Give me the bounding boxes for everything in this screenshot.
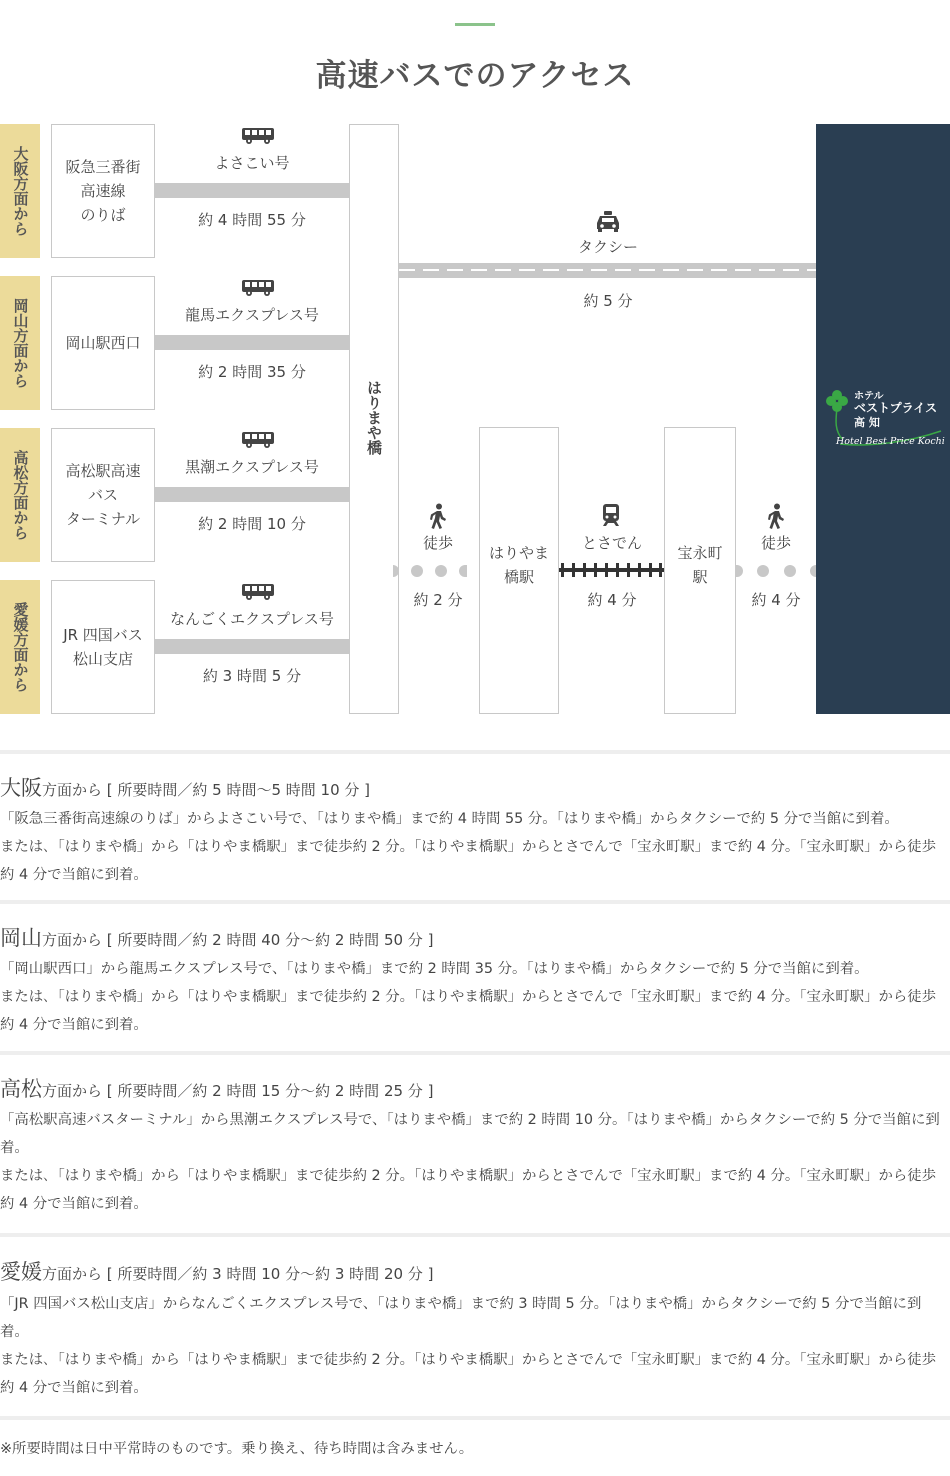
hub-harimayabashi (349, 124, 399, 714)
bus-icon (241, 127, 275, 145)
hotel-logo-script: Hotel Best Price Kochi (836, 436, 945, 447)
walk2-path (736, 564, 816, 578)
origin-line: JR 四国バス (63, 626, 143, 644)
tram-rail (559, 563, 664, 577)
walk1-path (393, 564, 467, 578)
section-paragraph: 「JR 四国バス松山支店」からなんごくエクスプレス号で、「はりまや橋」まで約 3 時間 5 分。「はりまや橋」からタクシーで約 5 分で当館に到着。 (0, 1296, 922, 1340)
origin-line: バス (87, 486, 118, 504)
bus-icon (241, 583, 275, 601)
walk1-time: 約 2 分 (413, 591, 463, 609)
origin-line: 高速線 (80, 182, 126, 200)
section-paragraph: または､「はりまや橋」から「はりやま橋駅」まで徒歩約 2 分。「はりやま橋駅」からとさでんで「宝永町駅」まで約 4 分。「宝永町駅」から徒歩約 4 分で当館に到着。 (0, 989, 937, 1033)
station-hoeicho (664, 427, 736, 714)
origin-stop (51, 124, 155, 258)
origin-stop (51, 276, 155, 410)
section-paragraph: 「阪急三番街高速線のりば」からよさこい号で､「はりまや橋」まで約 4 時間 55 分。「はりまや橋」からタクシーで約 5 分で当館に到着。 (0, 811, 899, 827)
bus-name: なんごくエクスプレス号 (170, 610, 334, 628)
section-separator (0, 1416, 950, 1420)
bus-icon (241, 279, 275, 297)
section-paragraph: または､「はりまや橋」から「はりやま橋駅」まで徒歩約 2 分。「はりやま橋駅」からとさでんで「宝永町駅」まで約 4 分。「宝永町駅」から徒歩約 4 分で当館に到着。 (0, 1352, 937, 1396)
section-suffix: 方面から (42, 781, 107, 799)
bus-segment (155, 276, 349, 410)
hub-label: はりまや橋 (365, 380, 383, 455)
section-heading (0, 772, 950, 802)
section-suffix: 方面から (42, 1265, 107, 1283)
bus-line (155, 487, 349, 502)
footnote: ※所要時間は日中平常時のものです。乗り換え、待ち時間は含みません。 (0, 1441, 474, 1457)
walk2-time: 約 4 分 (751, 591, 801, 609)
section-duration: [ 所要時間／約 2 時間 15 分〜約 2 時間 25 分 ] (106, 1082, 434, 1100)
bus-name: よさこい号 (214, 154, 290, 172)
origin-line: 高松駅高速 (65, 462, 141, 480)
section-heading (0, 1073, 950, 1103)
section-body (0, 955, 950, 1039)
taxi-label: タクシー (577, 238, 638, 256)
bus-segment (155, 580, 349, 714)
bus-name: 黒潮エクスプレス号 (185, 458, 319, 476)
origin-stop (51, 428, 155, 562)
region-tag: 大阪方面から (0, 124, 40, 258)
section-heading (0, 922, 950, 952)
section-region: 愛媛 (0, 1260, 42, 1284)
station2-line1: 宝永町 (677, 543, 723, 562)
bus-line (155, 183, 349, 198)
section-paragraph: または､「はりまや橋」から「はりやま橋駅」まで徒歩約 2 分。「はりやま橋駅」からとさでんで「宝永町駅」まで約 4 分。「宝永町駅」から徒歩約 4 分で当館に到着。 (0, 1168, 937, 1212)
section-body (0, 1290, 950, 1402)
section-region: 高松 (0, 1077, 42, 1101)
train-icon (602, 503, 620, 527)
bus-segment (155, 428, 349, 562)
section-separator (0, 1051, 950, 1055)
walk2-label: 徒歩 (760, 534, 791, 552)
section-separator (0, 900, 950, 904)
section-region: 岡山 (0, 926, 42, 950)
section-suffix: 方面から (42, 1082, 107, 1100)
section-paragraph: 「高松駅高速バスターミナル」から黒潮エクスプレス号で、「はりまや橋」まで約 2 時間 10 分。「はりまや橋」からタクシーで約 5 分で当館に到着。 (0, 1112, 940, 1156)
walk-icon (766, 503, 786, 529)
hotel-logo-line1: ホテル (854, 391, 884, 402)
page-title: 高速バスでのアクセス (315, 58, 635, 94)
section-paragraph: 「岡山駅西口」から龍馬エクスプレス号で、「はりまや橋」まで約 2 時間 35 分。「はりまや橋」からタクシーで約 5 分で当館に到着。 (0, 961, 869, 977)
hotel-logo-line2: ベストプライス (854, 401, 938, 415)
bus-name: 龍馬エクスプレス号 (185, 306, 319, 324)
origin-line: 松山支店 (72, 650, 133, 668)
section-body (0, 805, 950, 889)
section-body (0, 1106, 950, 1218)
bus-time: 約 4 時間 55 分 (198, 211, 306, 229)
bus-time: 約 2 時間 10 分 (198, 515, 306, 533)
walk-icon (428, 503, 448, 529)
tram-label: とさでん (581, 534, 642, 552)
bus-segment (155, 124, 349, 258)
section-region: 大阪 (0, 776, 42, 800)
tram-time: 約 4 分 (587, 591, 637, 609)
taxi-icon (595, 210, 621, 232)
origin-line: のりば (80, 206, 126, 224)
taxi-time: 約 5 分 (583, 292, 633, 310)
station1-line1: はりやま (488, 543, 549, 562)
station2-line2: 駅 (692, 567, 708, 586)
origin-stop (51, 580, 155, 714)
station-harimayabashi (479, 427, 559, 714)
origin-line: 岡山駅西口 (65, 334, 141, 352)
hotel-logo-line3: 高 知 (854, 416, 880, 429)
bus-line (155, 639, 349, 654)
station1-line2: 橋駅 (503, 567, 534, 586)
section-duration: [ 所要時間／約 3 時間 10 分〜約 3 時間 20 分 ] (106, 1265, 434, 1283)
section-duration: [ 所要時間／約 5 時間〜5 時間 10 分 ] (106, 781, 371, 799)
hotel-block (816, 124, 950, 714)
region-tag: 岡山方面から (0, 276, 40, 410)
bus-time: 約 3 時間 5 分 (202, 667, 302, 685)
section-separator (0, 1233, 950, 1237)
origin-line: ターミナル (65, 510, 141, 528)
bus-icon (241, 431, 275, 449)
section-duration: [ 所要時間／約 2 時間 40 分〜約 2 時間 50 分 ] (106, 931, 434, 949)
origin-line: 阪急三番街 (65, 158, 141, 176)
bus-time: 約 2 時間 35 分 (198, 363, 306, 381)
section-separator (0, 750, 950, 754)
section-suffix: 方面から (42, 931, 107, 949)
region-tag: 高松方面から (0, 428, 40, 562)
section-paragraph: または､「はりまや橋」から「はりやま橋駅」まで徒歩約 2 分。「はりやま橋駅」からとさでんで「宝永町駅」まで約 4 分。「宝永町駅」から徒歩約 4 分で当館に到着。 (0, 839, 937, 883)
bus-line (155, 335, 349, 350)
region-tag: 愛媛方面から (0, 580, 40, 714)
section-heading (0, 1256, 950, 1286)
hotel-logo (826, 389, 950, 455)
taxi-road (399, 263, 816, 278)
walk1-label: 徒歩 (422, 534, 453, 552)
